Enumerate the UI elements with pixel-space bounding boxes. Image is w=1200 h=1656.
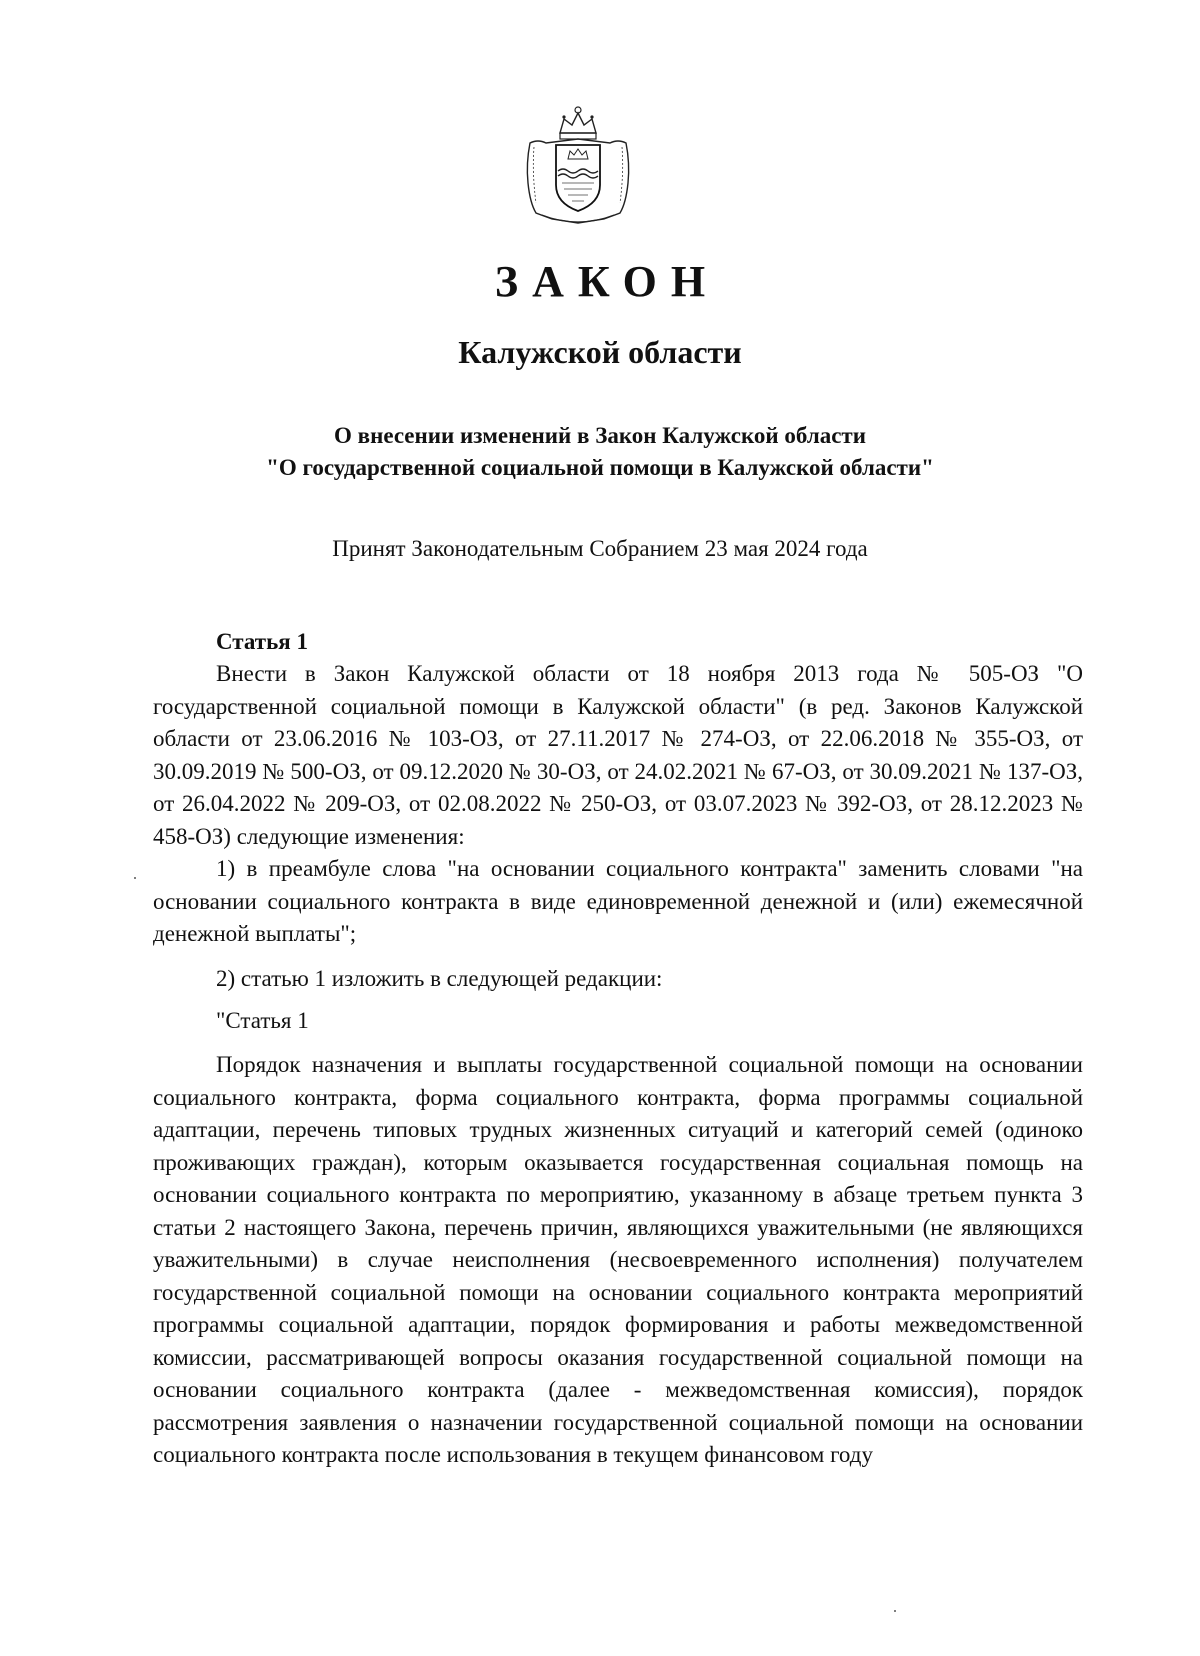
document-subtitle: Калужской области [458,334,742,370]
quoted-article-body: Порядок назначения и выплаты государственной социальной помощи на основании социального контракта, форма социального контракта, форма программы социальной адаптации, перечень типовых трудных жизненных ситуаций и категорий семей (одиноко проживающих граждан), которым оказывается государственная социальная помощь на основании социального контракта по мероприятию, указанному в абзаце третьем пункта 3 статьи 2 настоящего Закона, перечень причин, являющихся уважительными (не являющихся уважительными) в случае неисполнения (несвоевременного исполнения) получателем государственной социальной помощи на основании социального контракта мероприятий программы социальной адаптации, порядок формирования и работы межведомственной комиссии, рассматривающей вопросы оказания государственной социальной помощи на основании социального контракта (далее - межведомственная комиссия), порядок рассмотрения заявления о назначении государственной социальной помощи на основании социального контракта после использования в текущем финансовом году [153,1052,1083,1467]
kaluga-coat-of-arms-icon [522,103,634,227]
scan-speck [134,877,136,879]
document-body [153,626,1083,1472]
article-1-item-1: 1) в преамбуле слова "на основании социального контракта" заменить словами "на основании социального контракта в виде единовременной денежной и (или) ежемесячной денежной выплаты"; [153,856,1083,946]
law-name-line-1: О внесении изменений в Закон Калужской области [334,423,866,448]
quoted-article-heading: "Статья 1 [216,1008,309,1033]
article-1-intro: Внести в Закон Калужской области от 18 ноября 2013 года № 505-ОЗ "О государственной социальной помощи в Калужской области" (в ред. Законов Калужской области от 23.06.2016 № 103-ОЗ, от 27.11.2017 № 274-ОЗ, от 22.06.2018 № 355-ОЗ, от 30.09.2019 № 500-ОЗ, от 09.12.2020 № 30-ОЗ, от 24.02.2021 № 67-ОЗ, от 30.09.2021 № 137-ОЗ, от 26.04.2022 № 209-ОЗ, от 02.08.2022 № 250-ОЗ, от 03.07.2023 № 392-ОЗ, от 28.12.2023 № 458-ОЗ) следующие изменения: [153,661,1083,849]
adoption-date: Принят Законодательным Собранием 23 мая 2024 года [332,536,868,561]
law-name-line-2: "О государственной социальной помощи в Калужской области" [266,455,934,480]
law-name [100,420,1100,484]
scan-speck [894,1610,896,1612]
article-1-item-2: 2) статью 1 изложить в следующей редакции: [216,965,663,991]
article-1-heading: Статья 1 [216,629,308,654]
document-title: ЗАКОН [494,257,720,306]
